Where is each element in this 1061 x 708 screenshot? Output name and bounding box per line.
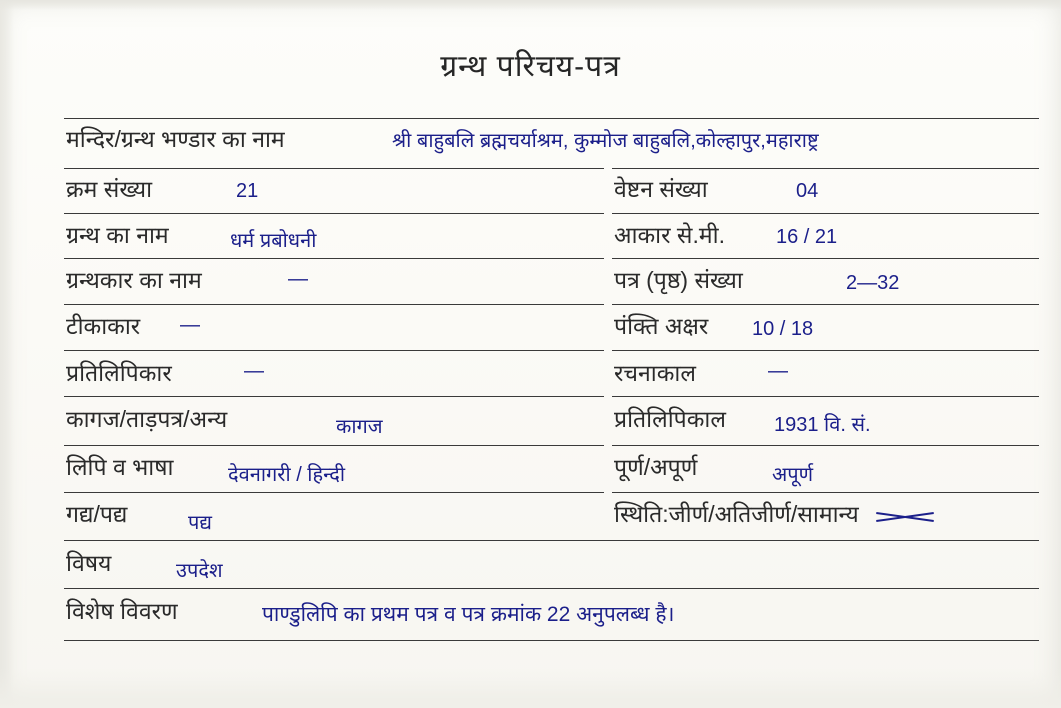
right-label-0: वेष्टन संख्या bbox=[614, 176, 708, 202]
special-value: पाण्डुलिपि का प्रथम पत्र व पत्र क्रमांक 22 अनुपलब्ध है। bbox=[262, 603, 675, 626]
rule-right-4 bbox=[612, 304, 1039, 305]
left-label-0: क्रम संख्या bbox=[66, 176, 153, 202]
right-label-6: पूर्ण/अपूर्ण bbox=[614, 454, 698, 480]
page-title: ग्रन्थ परिचय-पत्र bbox=[440, 50, 621, 83]
left-label-4: प्रतिलिपिकार bbox=[66, 360, 172, 386]
rule-right-2 bbox=[612, 213, 1039, 214]
rule-bottom bbox=[64, 640, 1039, 641]
left-label-1: ग्रन्थ का नाम bbox=[66, 222, 169, 248]
rule-left-5 bbox=[64, 350, 604, 351]
rule-left-7 bbox=[64, 445, 604, 446]
left-value-2: — bbox=[288, 268, 308, 290]
rule-left-2 bbox=[64, 213, 604, 214]
header-label: मन्दिर/ग्रन्थ भण्डार का नाम bbox=[66, 126, 285, 152]
rule-right-3 bbox=[612, 258, 1039, 259]
left-value-7: पद्य bbox=[188, 512, 212, 534]
right-label-3: पंक्ति अक्षर bbox=[614, 313, 709, 339]
right-label-4: रचनाकाल bbox=[614, 360, 696, 386]
rule-header bbox=[64, 118, 1039, 119]
left-value-4: — bbox=[244, 360, 264, 382]
rule-special bbox=[64, 588, 1039, 589]
right-value-5: 1931 वि. सं. bbox=[774, 414, 871, 436]
rule-right-5 bbox=[612, 350, 1039, 351]
right-label-1: आकार से.मी. bbox=[614, 222, 725, 248]
right-label-5: प्रतिलिपिकाल bbox=[614, 406, 726, 432]
rule-left-3 bbox=[64, 258, 604, 259]
rule-right-1 bbox=[612, 168, 1039, 169]
rule-right-6 bbox=[612, 396, 1039, 397]
right-label-7: स्थिति:जीर्ण/अतिजीर्ण/सामान्य bbox=[614, 501, 859, 527]
paper-edge-top bbox=[0, 0, 1061, 10]
right-value-4: — bbox=[768, 360, 788, 382]
left-value-5: कागज bbox=[336, 416, 383, 438]
left-value-6: देवनागरी / हिन्दी bbox=[228, 464, 346, 486]
left-value-8: उपदेश bbox=[176, 560, 223, 582]
paper-edge-bottom bbox=[0, 668, 1061, 708]
rule-row-9 bbox=[64, 540, 1039, 541]
right-label-2: पत्र (पृष्ठ) संख्या bbox=[614, 267, 743, 293]
left-label-6: लिपि व भाषा bbox=[66, 454, 174, 480]
right-value-1: 16 / 21 bbox=[776, 226, 838, 248]
left-value-3: — bbox=[180, 314, 200, 336]
right-value-0: 04 bbox=[796, 180, 819, 202]
rule-left-8 bbox=[64, 492, 604, 493]
right-value-2: 2—32 bbox=[846, 272, 900, 294]
right-value-6: अपूर्ण bbox=[772, 464, 814, 486]
left-label-8: विषय bbox=[66, 550, 112, 576]
left-value-1: धर्म प्रबोधनी bbox=[230, 230, 317, 252]
rule-left-6 bbox=[64, 396, 604, 397]
header-value: श्री बाहुबलि ब्रह्मचर्याश्रम, कुम्मोज बाहुबलि,कोल्हापुर,महाराष्ट्र bbox=[392, 130, 819, 152]
left-label-5: कागज/ताड़पत्र/अन्य bbox=[66, 406, 228, 432]
rule-right-8 bbox=[612, 492, 1039, 493]
left-value-0: 21 bbox=[236, 180, 259, 202]
rule-right-7 bbox=[612, 445, 1039, 446]
rule-left-4 bbox=[64, 304, 604, 305]
rule-left-1 bbox=[64, 168, 604, 169]
paper-edge-left bbox=[0, 0, 14, 708]
left-label-2: ग्रन्थकार का नाम bbox=[66, 267, 202, 293]
special-label: विशेष विवरण bbox=[66, 598, 178, 624]
left-label-3: टीकाकार bbox=[66, 313, 141, 339]
right-value-3: 10 / 18 bbox=[752, 318, 814, 340]
left-label-7: गद्य/पद्य bbox=[66, 501, 128, 527]
